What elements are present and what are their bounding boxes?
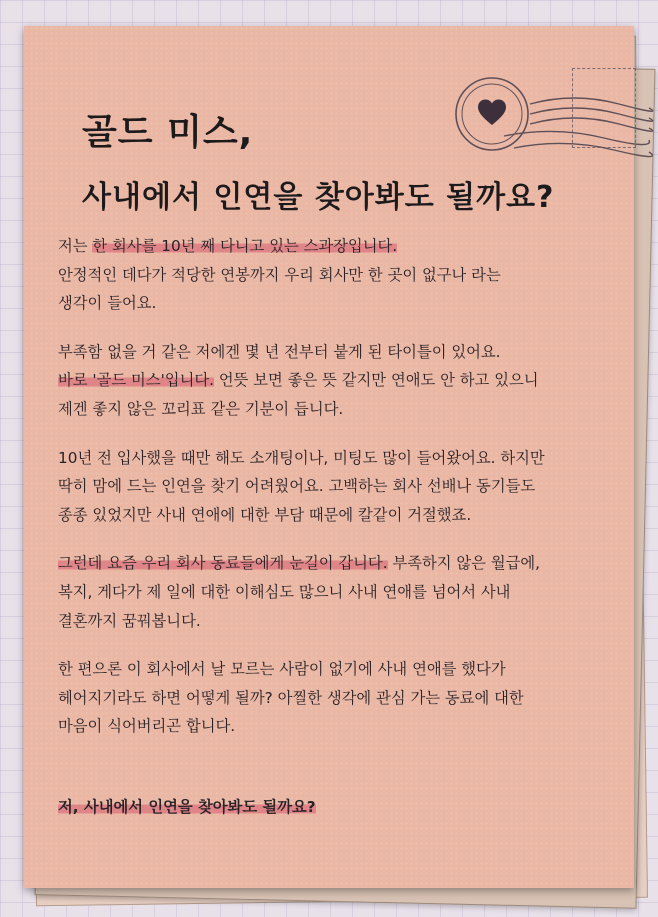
paragraph xyxy=(58,655,618,741)
highlighted-text: 그런데 요즘 우리 회사 동료들에게 눈길이 갑니다. xyxy=(58,554,388,573)
heart-icon xyxy=(477,98,507,128)
title-line-2: 사내에서 인연을 찾아봐도 될까요? xyxy=(82,180,555,215)
paragraph xyxy=(58,232,618,318)
text-line xyxy=(58,607,618,636)
title-line-1: 골드 미스, xyxy=(82,112,254,153)
postmark-lines xyxy=(444,66,654,176)
text-line xyxy=(58,712,618,741)
text-line xyxy=(58,395,618,424)
plain-text: 딱히 맘에 드는 인연을 찾기 어려웠어요. 고백하는 회사 선배나 동기들도 xyxy=(58,477,536,496)
plain-text: 한 편으론 이 회사에서 날 모르는 사람이 없기에 사내 연애를 했다가 xyxy=(58,660,506,679)
text-line xyxy=(58,338,618,367)
paragraph xyxy=(58,549,618,635)
closing-line xyxy=(58,795,316,817)
text-line xyxy=(58,549,618,578)
plain-text: 부족함 없을 거 같은 저에겐 몇 년 전부터 붙게 된 타이틀이 있어요. xyxy=(58,342,501,361)
plain-text: 안정적인 데다가 적당한 연봉까지 우리 회사만 한 곳이 없구나 라는 xyxy=(58,265,501,284)
text-line xyxy=(58,444,618,473)
text-line xyxy=(58,366,618,395)
postmark-stamp xyxy=(444,66,654,176)
letter-body xyxy=(58,232,618,761)
text-line xyxy=(58,501,618,530)
text-line xyxy=(58,289,618,318)
plain-text: 10년 전 입사했을 때만 해도 소개팅이나, 미팅도 많이 들어왔어요. 하지만 xyxy=(58,448,545,467)
plain-text: 제겐 좋지 않은 꼬리표 같은 기분이 듭니다. xyxy=(58,399,344,418)
plain-text: 저는 xyxy=(58,237,93,255)
text-line xyxy=(58,261,618,290)
plain-text: 마음이 식어버리곤 합니다. xyxy=(58,717,236,736)
plain-text: 생각이 들어요. xyxy=(58,294,157,313)
text-line xyxy=(58,684,618,713)
plain-text: 복지, 게다가 제 일에 대한 이해심도 많으니 사내 연애를 넘어서 사내 xyxy=(58,582,511,601)
text-line xyxy=(58,472,618,501)
closing-highlight: 저, 사내에서 인연을 찾아봐도 될까요? xyxy=(58,798,316,816)
text-line xyxy=(58,578,618,607)
text-line xyxy=(58,232,618,261)
paragraph xyxy=(58,338,618,424)
text-line xyxy=(58,655,618,684)
plain-text: 헤어지기라도 하면 어떻게 될까? 아찔한 생각에 관심 가는 동료에 대한 xyxy=(58,688,524,707)
plain-text: 부족하지 않은 월급에, xyxy=(387,554,541,573)
plain-text: 종종 있었지만 사내 연애에 대한 부담 때문에 칼같이 거절했죠. xyxy=(58,505,472,524)
plain-text: 언뜻 보면 좋은 뜻 같지만 연애도 안 하고 있으니 xyxy=(214,371,539,390)
highlighted-text: 한 회사를 10년 째 다니고 있는 스과장입니다. xyxy=(92,237,398,255)
plain-text: 결혼까지 꿈꿔봅니다. xyxy=(58,611,201,630)
paragraph xyxy=(58,444,618,530)
highlighted-text: 바로 '골드 미스'입니다. xyxy=(58,371,214,390)
